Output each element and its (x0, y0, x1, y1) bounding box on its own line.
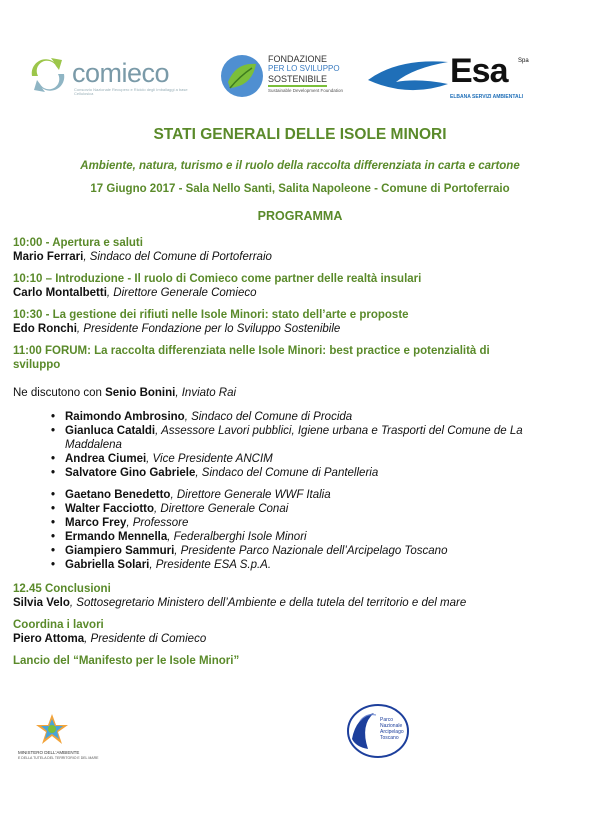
globe-leaf-icon (218, 52, 266, 100)
moderator-prefix: Ne discutono con (13, 387, 106, 399)
panelist-role: , Sindaco del Comune di Procida (184, 411, 353, 423)
program-section (13, 236, 588, 264)
event-dateline: 17 Giugno 2017 - Sala Nello Santi, Salita Napoleone - Comune di Portoferraio (90, 183, 510, 195)
speaker-role: , Direttore Generale Comieco (106, 287, 257, 299)
speaker-name: Carlo Montalbetti (13, 287, 107, 299)
panelist-item (51, 452, 588, 466)
panelist-role: , Direttore Generale Conai (154, 503, 289, 515)
panelist-name: Gabriella Solari (65, 559, 150, 571)
speaker-role: , Sottosegretario Ministero dell’Ambiente e della tutela del territorio e del mare (69, 597, 467, 609)
section-heading: 10:30 - La gestione dei rifiuti nelle Isole Minori: stato dell’arte e proposte (13, 309, 409, 321)
panelist-role: , Direttore Generale WWF Italia (170, 489, 331, 501)
esa-wave-icon (368, 58, 448, 98)
esa-tagline: ELBANA SERVIZI AMBIENTALI (450, 94, 524, 100)
panelist-name: Walter Facciotto (65, 503, 155, 515)
ministero-line1: MINISTERO DELL'AMBIENTE (18, 750, 80, 755)
section-heading: 10:00 - Apertura e saluti (13, 237, 143, 249)
panelist-item (51, 488, 588, 502)
panelist-role: , Professore (126, 517, 189, 529)
parco-logo (346, 703, 410, 759)
section-heading: Lancio del “Manifesto per le Isole Minori” (13, 655, 240, 667)
comieco-tagline: Consorzio Nazionale Recupero e Riciclo degli Imballaggi a base Cellulosica (74, 87, 188, 96)
forum-heading: 11:00 FORUM: La raccolta differenziata nelle Isole Minori: best practice e potenzialità di sviluppo (13, 345, 490, 371)
speaker-line (13, 632, 588, 646)
ministero-logo (18, 712, 108, 772)
panelist-item (51, 424, 545, 452)
panelist-name: Gianluca Cataldi (65, 425, 156, 437)
parco-line3: Arcipelago (380, 729, 404, 735)
moderator-role: , Inviato Rai (175, 387, 237, 399)
subtitle: Ambiente, natura, turismo e il ruolo della raccolta differenziata in carta e cartone (80, 160, 520, 172)
esa-logo (368, 50, 568, 110)
fondazione-line1: FONDAZIONE (268, 54, 328, 64)
program-content (13, 236, 588, 676)
panelist-role: , Assessore Lavori pubblici, Igiene urbana e Trasporti del Comune de La Maddalena (65, 425, 523, 451)
comieco-logo (24, 50, 194, 100)
program-section (13, 654, 588, 668)
ministero-line2: E DELLA TUTELA DEL TERRITORIO E DEL MARE (18, 756, 99, 760)
fondazione-line2: PER LO SVILUPPO (268, 64, 340, 73)
panelist-item (51, 530, 588, 544)
panelist-role: , Sindaco del Comune di Pantelleria (195, 467, 379, 479)
esa-suffix: Spa (518, 58, 529, 64)
program-section (13, 272, 588, 300)
logo-bar (0, 40, 600, 115)
parco-line4: Toscano (380, 735, 399, 741)
panelist-item (51, 410, 588, 424)
panelist-name: Andrea Ciumei (65, 453, 147, 465)
panelist-name: Salvatore Gino Gabriele (65, 467, 196, 479)
panelist-list-2 (13, 488, 588, 572)
speaker-line (13, 322, 588, 336)
speaker-role: , Presidente Fondazione per lo Sviluppo Sostenibile (76, 323, 341, 335)
panelist-role: , Vice Presidente ANCIM (146, 453, 273, 465)
page-title: STATI GENERALI DELLE ISOLE MINORI (153, 126, 447, 143)
panelist-role: , Federalberghi Isole Minori (167, 531, 307, 543)
programma-heading: PROGRAMMA (257, 209, 343, 223)
esa-wordmark: Esa (450, 52, 508, 90)
moderator-name: Senio Bonini (105, 387, 176, 399)
panelist-role: , Presidente ESA S.p.A. (149, 559, 272, 571)
panelist-list-1 (13, 410, 588, 480)
panelist-name: Gaetano Benedetto (65, 489, 171, 501)
panelist-role: , Presidente Parco Nazionale dell’Arcipelago Toscano (174, 545, 448, 557)
panelist-item (51, 544, 588, 558)
program-section (13, 618, 588, 646)
parco-line1: Parco (380, 717, 394, 723)
speaker-line (13, 596, 588, 610)
panelist-item (51, 516, 588, 530)
panelist-item (51, 502, 588, 516)
parco-line2: Nazionale (380, 723, 403, 729)
speaker-name: Mario Ferrari (13, 251, 84, 263)
panelist-item (51, 466, 588, 480)
comieco-wordmark: comieco (72, 58, 170, 88)
speaker-role: , Presidente di Comieco (84, 633, 207, 645)
section-heading: 10:10 – Introduzione - Il ruolo di Comieco come partner delle realtà insulari (13, 273, 422, 285)
panelist-name: Marco Frey (65, 517, 127, 529)
section-heading: Coordina i lavori (13, 619, 104, 631)
program-section (13, 582, 588, 610)
panelist-item (51, 558, 588, 572)
speaker-name: Edo Ronchi (13, 323, 77, 335)
panelist-name: Raimondo Ambrosino (65, 411, 185, 423)
section-heading: 12.45 Conclusioni (13, 583, 111, 595)
program-section (13, 308, 588, 336)
fondazione-line3: SOSTENIBILE (268, 74, 327, 87)
fondazione-logo (218, 42, 353, 108)
moderator-line (13, 386, 588, 400)
speaker-role: , Sindaco del Comune di Portoferraio (83, 251, 272, 263)
panelist-name: Giampiero Sammuri (65, 545, 175, 557)
speaker-line (13, 286, 588, 300)
fondazione-line4: Sustainable Development Foundation (268, 88, 344, 93)
speaker-name: Piero Attoma (13, 633, 85, 645)
speaker-name: Silvia Velo (13, 597, 70, 609)
star-emblem-icon (32, 712, 72, 746)
panelist-name: Ermando Mennella (65, 531, 168, 543)
forum-section (13, 344, 588, 572)
speaker-line (13, 250, 588, 264)
